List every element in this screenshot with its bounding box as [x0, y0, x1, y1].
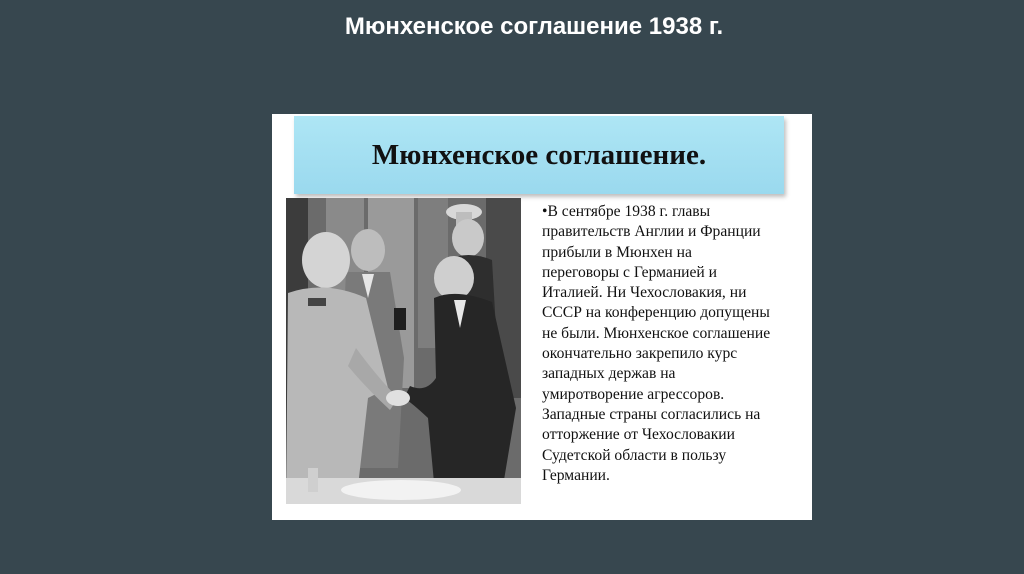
slide-title: Мюнхенское соглашение 1938 г. [344, 13, 724, 40]
content-card [272, 114, 812, 520]
banner-title: Мюнхенское соглашение. [371, 139, 707, 171]
title-banner [294, 116, 784, 194]
body-text: •В сентябре 1938 г. главы правительств Англии и Франции прибыли в Мюнхен на переговоры с Германией и Италией. Ни Чехословакия, ни СССР на конференцию допущены не были. Мюнхенское соглашение окончательно закрепило курс западных держав на умиротворение агрессоров. Западные страны согласились на отторжение от Чехословакии Судетской области в пользу Германии. [542, 203, 771, 484]
photo-image [286, 198, 521, 504]
historical-photo [286, 198, 521, 504]
